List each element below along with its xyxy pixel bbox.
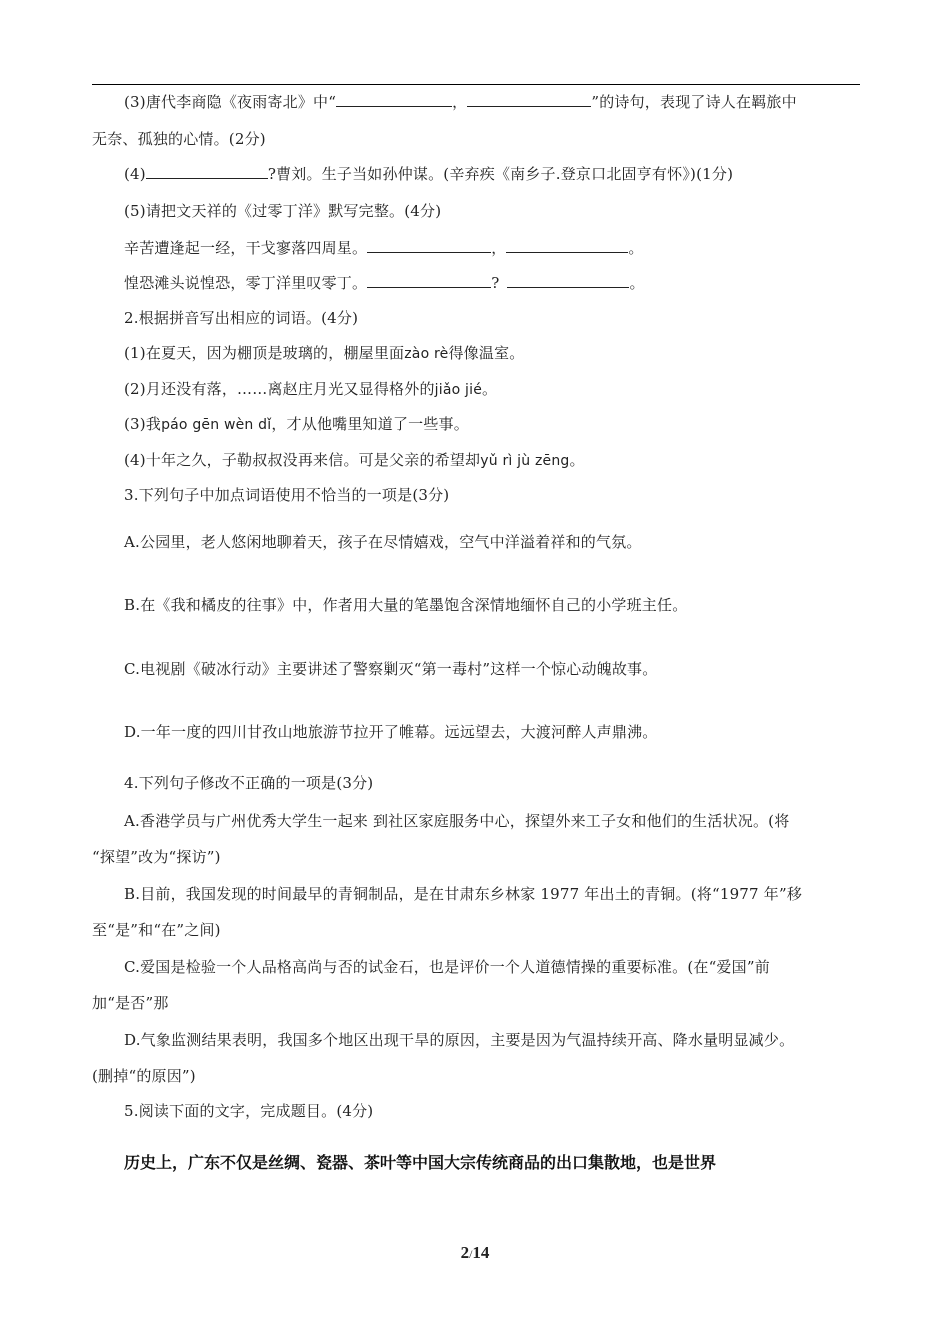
q1-item3-suffix: ”的诗句，表现了诗人在羁旅中 [591, 93, 797, 111]
q1-item5-title: (5)请把文天祥的《过零丁洋》默写完整。(4分) [124, 202, 442, 220]
q4-option-a-line1: A.香港学员与广州优秀大学生一起来 到社区家庭服务中心，探望外来工子女和他们的生活状况。(将 [124, 812, 790, 830]
header-rule [92, 84, 860, 85]
q3-option-c: C.电视剧《破冰行动》主要讲述了警察剿灭“第一毒村”这样一个惊心动魄故事。 [124, 660, 658, 678]
q2-item2 [124, 379, 497, 400]
q1-item3-prefix: (3)唐代李商隐《夜雨寄北》中“ [124, 93, 337, 111]
q2-item3 [124, 414, 469, 435]
pinyin: zào rè [404, 346, 449, 362]
pinyin: páo gēn wèn dǐ [161, 417, 272, 433]
q4-option-d-line1: D.气象监测结果表明，我国多个地区出现干旱的原因，主要是因为气温持续开高、降水量明显减少。 [124, 1031, 795, 1049]
q1-item4-text: ?曹刘。生子当如孙仲谋。(辛弃疾《南乡子.登京口北固亨有怀》)(1分) [267, 165, 734, 183]
q2-item4 [124, 450, 585, 471]
poem-sep1: ， [491, 239, 507, 257]
q5-title: 5.阅读下面的文字，完成题目。(4分) [124, 1102, 374, 1120]
q1-item3-line1 [124, 92, 797, 112]
q4-option-a-line2: “探望”改为“探访”) [92, 848, 221, 866]
answer-blank[interactable] [467, 92, 591, 107]
poem-end1: 。 [628, 239, 644, 257]
poem-line1: 辛苦遭逢起一经，干戈寥落四周星。 [124, 239, 368, 257]
answer-blank[interactable] [336, 92, 452, 107]
answer-blank[interactable] [146, 164, 268, 179]
poem-end2: 。 [629, 274, 645, 292]
pinyin: yǔ rì jù zēng [480, 453, 570, 469]
q2-item1 [124, 343, 524, 364]
q3-title: 3.下列句子中加点词语使用不恰当的一项是(3分) [124, 486, 450, 504]
q1-item5-line2 [124, 273, 645, 293]
pinyin: jiǎo jié [434, 382, 483, 398]
total-pages: 14 [472, 1243, 490, 1262]
q2-item1-post: 得像温室。 [448, 344, 525, 362]
q4-option-c-line1: C.爱国是检验一个人品格高尚与否的试金石，也是评价一个人道德情操的重要标准。(在“爱国”前 [124, 958, 770, 976]
q1-item3-sep: ， [452, 93, 468, 111]
current-page: 2 [460, 1243, 470, 1262]
answer-blank[interactable] [367, 273, 491, 288]
q2-item1-pre: (1)在夏天，因为棚顶是玻璃的，棚屋里面 [124, 344, 405, 362]
q5-passage: 历史上，广东不仅是丝绸、瓷器、茶叶等中国大宗传统商品的出口集散地，也是世界 [124, 1153, 717, 1172]
poem-sep2: ? [491, 274, 500, 292]
page-number [0, 1243, 950, 1263]
poem-line2: 惶恐滩头说惶恐，零丁洋里叹零丁。 [124, 274, 368, 292]
q2-item2-post: 。 [482, 380, 498, 398]
q1-item4-num: (4) [124, 165, 146, 183]
q2-item3-post: ，才从他嘴里知道了一些事。 [271, 415, 469, 433]
q2-item4-post: 。 [569, 451, 585, 469]
q4-option-d-line2: (删掉“的原因”) [92, 1067, 196, 1085]
answer-blank[interactable] [367, 238, 491, 253]
q4-option-b-line1: B.目前，我国发现的时间最早的青铜制品，是在甘肃东乡林家 1977 年出土的青铜。(将“1977 年”移 [124, 885, 803, 903]
answer-blank[interactable] [506, 238, 628, 253]
q1-item4 [124, 164, 733, 184]
q1-item5-line1 [124, 238, 644, 258]
q4-title: 4.下列句子修改不正确的一项是(3分) [124, 774, 374, 792]
q3-option-d: D.一年一度的四川甘孜山地旅游节拉开了帷幕。远远望去，大渡河醉人声鼎沸。 [124, 723, 658, 741]
q3-option-a: A.公园里，老人悠闲地聊着天，孩子在尽情嬉戏，空气中洋溢着祥和的气氛。 [124, 533, 642, 551]
q2-item2-pre: (2)月还没有落，……离赵庄月光又显得格外的 [124, 380, 435, 398]
answer-blank[interactable] [507, 273, 629, 288]
q4-option-b-line2: 至“是”和“在”之间) [92, 921, 221, 939]
q2-item4-pre: (4)十年之久，子勒叔叔没再来信。可是父亲的希望却 [124, 451, 481, 469]
q1-item3-line2: 无奈、孤独的心情。(2分) [92, 130, 266, 148]
page-separator: / [469, 1247, 473, 1261]
q2-item3-pre: (3)我 [124, 415, 162, 433]
q2-title: 2.根据拼音写出相应的词语。(4分) [124, 309, 359, 327]
q3-option-b: B.在《我和橘皮的往事》中，作者用大量的笔墨饱含深情地缅怀自己的小学班主任。 [124, 596, 688, 614]
q4-option-c-line2: 加“是否”那 [92, 994, 169, 1012]
